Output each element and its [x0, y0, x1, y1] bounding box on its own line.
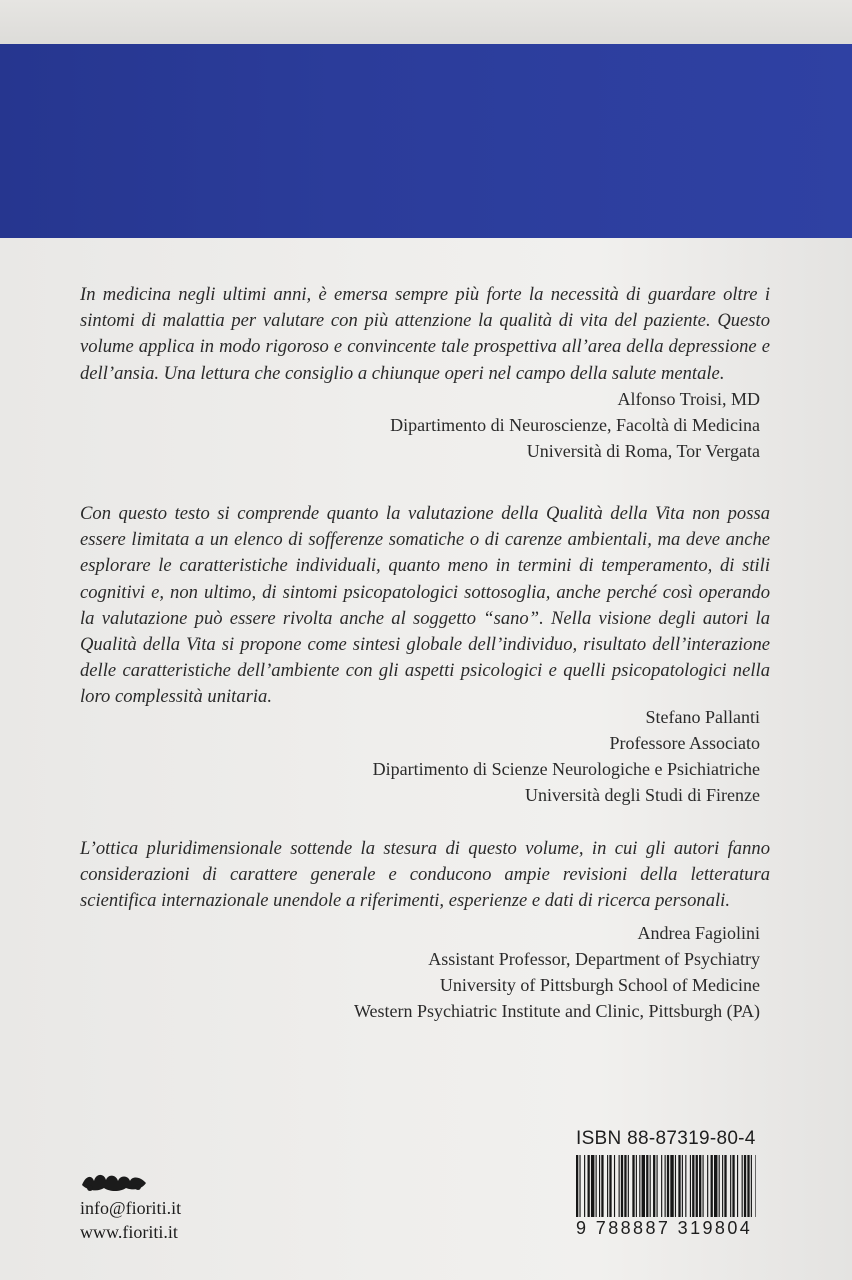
blue-header-band: [0, 44, 852, 238]
attribution-line: Stefano Pallanti: [645, 707, 760, 727]
attribution-troisi: [390, 386, 760, 464]
barcode-digits: 9 788887 319804: [576, 1218, 753, 1238]
fioriti-logo-icon: [80, 1171, 150, 1193]
quote-troisi: In medicina negli ultimi anni, è emersa sempre più forte la necessità di guardare oltre i sintomi di malattia per valutare con più attenzione la qualità di vita del paziente. Questo volume applica in modo rigoroso e convincente tale prospettiva all’area della depressione e dell’ansia. Una lettura che consiglio a chiunque operi nel campo della salute mentale.: [80, 284, 770, 384]
attribution-line: Dipartimento di Neuroscienze, Facoltà di Medicina: [390, 415, 760, 435]
top-edge-strip: [0, 0, 852, 44]
attribution-pallanti: [373, 704, 760, 808]
attribution-line: Assistant Professor, Department of Psychiatry: [428, 949, 760, 969]
attribution-line: Andrea Fagiolini: [637, 923, 760, 943]
publisher-email: info@fioriti.it: [80, 1198, 182, 1218]
attribution-line: Università di Roma, Tor Vergata: [526, 441, 760, 461]
publisher-website: www.fioriti.it: [80, 1222, 178, 1242]
publisher-contacts: [80, 1196, 181, 1244]
attribution-line: University of Pittsburgh School of Medicine: [439, 975, 760, 995]
attribution-line: Western Psychiatric Institute and Clinic, Pittsburgh (PA): [353, 1001, 760, 1021]
attribution-line: Università degli Studi di Firenze: [525, 785, 760, 805]
quote-fagiolini: L’ottica pluridimensionale sottende la stesura di questo volume, in cui gli autori fanno considerazioni di carattere generale e conducono ampie revisioni della letteratura scientifica internazionale unendole a riferimenti, esperienze e dati di ricerca personali.: [80, 838, 770, 912]
attribution-line: Professore Associato: [609, 733, 760, 753]
quote-pallanti: Con questo testo si comprende quanto la valutazione della Qualità della Vita non possa essere limitata a un elenco di sofferenze somatiche o di carenze ambientali, ma deve anche esplorare le caratteristiche individuali, quanto meno in termini di temperamento, di stili cognitivi e, non ultimo, di sintomi psicopatologici sottosoglia, anche perché così operando la valutazione può essere rivolta anche al soggetto “sano”. Nella visione degli autori la Qualità della Vita si propone come sintesi globale dell’individuo, risultato dell’interazione delle caratteristiche dell’ambiente con gli aspetti psicologici e quelli psicopatologici nella loro complessità unitaria.: [80, 503, 770, 708]
attribution-line: Alfonso Troisi, MD: [617, 389, 760, 409]
isbn-block: [576, 1128, 756, 1150]
attribution-fagiolini: [354, 920, 760, 1024]
isbn-label: ISBN 88-87319-80-4: [576, 1128, 756, 1149]
attribution-line: Dipartimento di Scienze Neurologiche e Psichiatriche: [372, 759, 760, 779]
